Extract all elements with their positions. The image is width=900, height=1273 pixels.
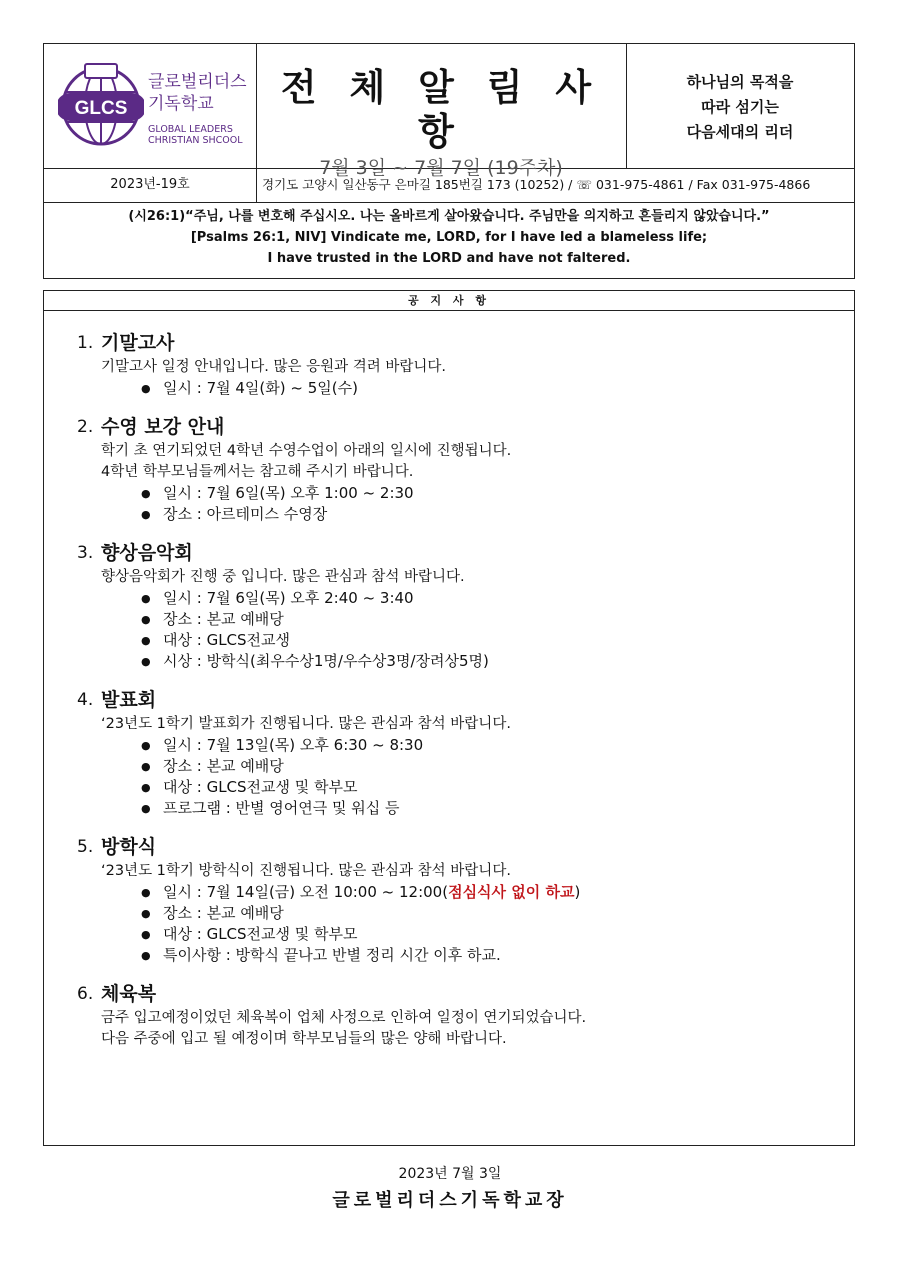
item-number: 6.: [77, 984, 94, 1004]
header-box: [43, 43, 855, 279]
notice-item-concert: [77, 539, 854, 672]
verse-korean: (시26:1)“주님, 나를 변호해 주십시오. 나는 올바르게 살아왔습니다. 주님만을 의지하고 흔들리지 않았습니다.”: [128, 209, 770, 224]
lunch-warning: 점심식사 없이 하교: [448, 883, 575, 901]
item-title: 방학식: [101, 836, 157, 858]
notice-item-final-exam: [77, 329, 854, 399]
verse-english-2: I have trusted in the LORD and have not faltered.: [267, 251, 631, 266]
logo-ko-line1: 글로벌리더스: [148, 72, 247, 92]
item-description: ‘23년도 1학기 방학식이 진행됩니다. 많은 관심과 참석 바랍니다.: [101, 863, 511, 879]
item-title: 수영 보강 안내: [101, 416, 225, 438]
item-number: 4.: [77, 690, 94, 710]
header-info-row: [44, 168, 854, 203]
item-description: 다음 주중에 입고 될 예정이며 학부모님들의 많은 양해 바랍니다.: [101, 1031, 507, 1047]
notice-box: [43, 290, 855, 1146]
item-number: 5.: [77, 837, 94, 857]
motto-line-2: 따라 섬기는: [701, 98, 779, 116]
item-title: 발표회: [101, 689, 157, 711]
bullet-item: ● 일시 : 7월 6일(목) 오후 1:00 ~ 2:30: [141, 483, 854, 504]
title-cell: [256, 44, 627, 179]
item-number: 2.: [77, 417, 94, 437]
bullet-item: ● 일시 : 7월 4일(화) ~ 5일(수): [141, 378, 854, 399]
bullet-item: ● 장소 : 아르테미스 수영장: [141, 504, 854, 525]
bullet-text: 일시 : 7월 14일(금) 오전 10:00 ~ 12:00(: [163, 883, 449, 901]
item-title: 향상음악회: [101, 542, 193, 564]
bullet-item: ● 특이사항 : 방학식 끝나고 반별 정리 시간 이후 하교.: [141, 945, 854, 966]
notice-list: [44, 311, 854, 1050]
item-description: 학기 초 연기되었던 4학년 수영수업이 아래의 일시에 진행됩니다.: [101, 443, 512, 459]
issue-date: 2023년 7월 3일: [398, 1166, 502, 1182]
verse-row: [44, 202, 854, 278]
motto-line-3: 다음세대의 리더: [686, 123, 794, 141]
header-top-row: [44, 44, 854, 179]
page-title: 전 체 알 림 사 항: [280, 66, 602, 153]
item-description: 향상음악회가 진행 중 입니다. 많은 관심과 참석 바랍니다.: [101, 569, 465, 585]
bullet-text: ): [574, 883, 581, 901]
bullet-item: ● 프로그램 : 반별 영어연극 및 워십 등: [141, 798, 854, 819]
item-description: 금주 입고예정이었던 체육복이 업체 사정으로 인하여 일정이 연기되었습니다.: [101, 1010, 587, 1026]
globe-logo-icon: [58, 62, 144, 148]
bullet-item: ● 대상 : GLCS전교생 및 학부모: [141, 924, 854, 945]
item-description: ‘23년도 1학기 발표회가 진행됩니다. 많은 관심과 참석 바랍니다.: [101, 716, 511, 732]
item-number: 3.: [77, 543, 94, 563]
bullet-item: ● 대상 : GLCS전교생: [141, 630, 854, 651]
notice-item-gym-uniform: [77, 980, 854, 1050]
logo-english-name: [148, 124, 243, 146]
item-description: 4학년 학부모님들께서는 참고해 주시기 바랍니다.: [101, 464, 414, 480]
motto-line-1: 하나님의 목적을: [686, 73, 794, 91]
bullet-item: ● 장소 : 본교 예배당: [141, 609, 854, 630]
bullet-item: ● 장소 : 본교 예배당: [141, 903, 854, 924]
issue-number: 2023년-19호: [44, 168, 257, 202]
verse-english-1: [Psalms 26:1, NIV] Vindicate me, LORD, for I have led a blameless life;: [190, 230, 708, 245]
bullet-item: [141, 882, 854, 903]
school-logo: [44, 44, 257, 168]
logo-ko-line2: 기독학교: [148, 94, 214, 114]
school-principal-signature: 글로벌리더스기독학교장: [332, 1190, 568, 1211]
item-description: 기말고사 일정 안내입니다. 많은 응원과 격려 바랍니다.: [101, 359, 447, 375]
logo-mark-text: GLCS: [74, 98, 128, 119]
bullet-item: ● 장소 : 본교 예배당: [141, 756, 854, 777]
school-address: 경기도 고양시 일산동구 은마길 185번길 173 (10252) / ☏ 031-975-4861 / Fax 031-975-4866: [262, 177, 811, 192]
logo-en-line1: GLOBAL LEADERS: [148, 124, 233, 135]
logo-korean-name: [148, 71, 247, 115]
bullet-item: ● 일시 : 7월 6일(목) 오후 2:40 ~ 3:40: [141, 588, 854, 609]
notice-heading: 공 지 사 항: [44, 291, 854, 311]
week-range: 7월 3일 ~ 7월 7일 (19주차): [319, 157, 563, 179]
notice-item-presentation: [77, 686, 854, 819]
logo-en-line2: CHRISTIAN SHCOOL: [148, 135, 243, 146]
notice-item-closing-ceremony: [77, 833, 854, 966]
motto-cell: [626, 44, 854, 168]
notice-item-swimming: [77, 413, 854, 525]
bullet-item: ● 일시 : 7월 13일(목) 오후 6:30 ~ 8:30: [141, 735, 854, 756]
item-title: 체육복: [101, 983, 157, 1005]
item-number: 1.: [77, 333, 94, 353]
bullet-item: ● 대상 : GLCS전교생 및 학부모: [141, 777, 854, 798]
bible-verse: [44, 202, 854, 269]
bullet-item: ● 시상 : 방학식(최우수상1명/우수상3명/장려상5명): [141, 651, 854, 672]
item-title: 기말고사: [101, 332, 175, 354]
